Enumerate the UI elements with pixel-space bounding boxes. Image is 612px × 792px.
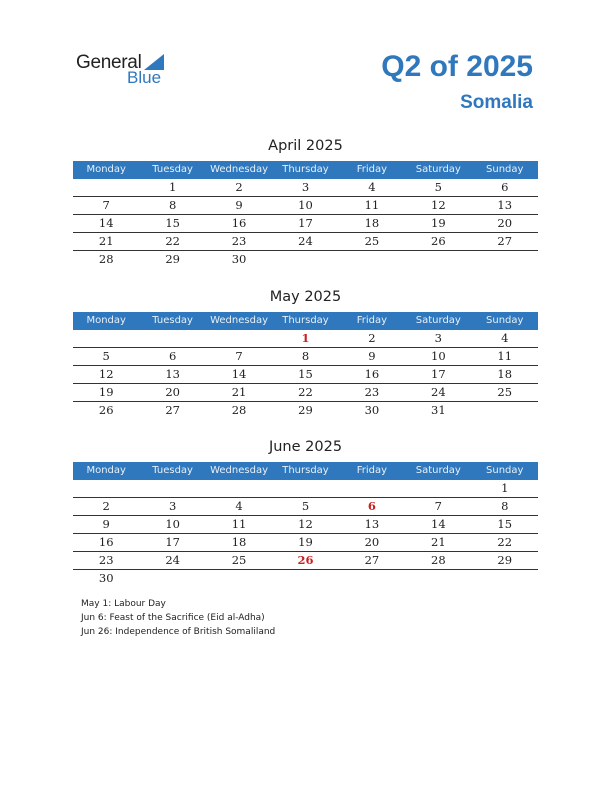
empty-day-cell — [139, 330, 205, 347]
holiday-day-cell: 26 — [297, 553, 314, 567]
day-cell: 24 — [298, 234, 313, 248]
day-cell: 17 — [165, 535, 180, 549]
day-cell: 20 — [497, 216, 513, 230]
weekday-label: Saturday — [415, 465, 461, 476]
day-cell: 3 — [168, 499, 177, 513]
day-cell: 23 — [98, 553, 114, 567]
day-cell: 17 — [298, 216, 313, 230]
day-cell: 5 — [301, 499, 310, 513]
weekday-label: Friday — [356, 164, 388, 175]
day-cell: 14 — [98, 216, 114, 230]
country-name: Somalia — [460, 92, 533, 113]
day-cell: 26 — [98, 403, 114, 417]
week-row — [73, 498, 538, 516]
logo-blue-text: Blue — [127, 68, 162, 87]
weekday-header — [73, 312, 538, 330]
day-cell: 29 — [165, 252, 180, 266]
holiday-note: May 1: Labour Day — [81, 599, 166, 609]
day-cell: 26 — [431, 234, 446, 248]
day-cell: 24 — [431, 385, 446, 399]
week-row — [73, 552, 538, 570]
day-cell: 24 — [165, 553, 180, 567]
day-cell: 10 — [165, 517, 180, 531]
day-cell: 17 — [431, 367, 446, 381]
week-row — [73, 215, 538, 233]
weekday-label: Thursday — [282, 164, 329, 175]
month-june — [73, 437, 538, 587]
day-cell: 29 — [497, 553, 513, 567]
week-row — [73, 402, 538, 419]
holiday-day-cell: 1 — [301, 331, 310, 345]
day-cell: 28 — [231, 403, 247, 417]
empty-day-cell — [405, 251, 471, 268]
day-cell: 30 — [231, 252, 247, 266]
day-cell: 27 — [497, 234, 513, 248]
day-cell: 16 — [364, 367, 380, 381]
day-cell: 27 — [165, 403, 180, 417]
week-row — [73, 233, 538, 251]
month-april — [73, 136, 538, 268]
empty-day-cell — [272, 480, 338, 497]
empty-day-cell — [139, 570, 205, 587]
week-row — [73, 366, 538, 384]
day-cell: 10 — [431, 349, 446, 363]
week-row — [73, 179, 538, 197]
week-row — [73, 516, 538, 534]
weekday-label: Monday — [86, 465, 126, 476]
day-cell: 21 — [231, 385, 247, 399]
day-cell: 15 — [497, 517, 513, 531]
day-cell: 28 — [431, 553, 446, 567]
empty-day-cell — [272, 570, 338, 587]
week-row — [73, 480, 538, 498]
day-cell: 9 — [102, 517, 110, 531]
empty-day-cell — [272, 251, 338, 268]
day-cell: 9 — [235, 198, 243, 212]
day-cell: 10 — [298, 198, 313, 212]
weekday-header — [73, 161, 538, 179]
day-cell: 18 — [497, 367, 513, 381]
empty-day-cell — [405, 480, 471, 497]
day-cell: 8 — [301, 349, 310, 363]
empty-day-cell — [472, 251, 538, 268]
week-row — [73, 330, 538, 348]
holiday-notes — [81, 597, 275, 639]
day-cell: 19 — [431, 216, 446, 230]
weekday-label: Thursday — [282, 315, 329, 326]
day-cell: 14 — [231, 367, 247, 381]
empty-day-cell — [339, 570, 405, 587]
week-row — [73, 534, 538, 552]
day-cell: 4 — [368, 180, 376, 194]
empty-day-cell — [472, 402, 538, 419]
day-cell: 7 — [235, 349, 243, 363]
weekday-label: Monday — [86, 315, 126, 326]
day-cell: 23 — [231, 234, 247, 248]
weekday-label: Tuesday — [152, 164, 193, 175]
empty-day-cell — [73, 330, 139, 347]
day-cell: 12 — [298, 517, 313, 531]
day-cell: 29 — [298, 403, 313, 417]
day-cell: 12 — [98, 367, 114, 381]
page-title: Q2 of 2025 — [381, 50, 533, 83]
weekday-label: Tuesday — [152, 465, 193, 476]
month-title: May 2025 — [269, 289, 342, 305]
empty-day-cell — [139, 480, 205, 497]
day-cell: 2 — [102, 499, 110, 513]
holiday-note: Jun 26: Independence of British Somaliland — [81, 627, 276, 637]
day-cell: 15 — [165, 216, 180, 230]
week-row — [73, 384, 538, 402]
weekday-label: Friday — [356, 315, 388, 326]
weekday-label: Monday — [86, 164, 126, 175]
weekday-header — [73, 462, 538, 480]
weekday-label: Wednesday — [210, 465, 268, 476]
empty-day-cell — [472, 570, 538, 587]
day-cell: 2 — [368, 331, 376, 345]
weekday-label: Saturday — [415, 164, 461, 175]
day-cell: 13 — [497, 198, 513, 212]
empty-day-cell — [206, 480, 272, 497]
day-cell: 19 — [98, 385, 114, 399]
day-cell: 6 — [501, 180, 509, 194]
week-row — [73, 570, 538, 587]
day-cell: 22 — [497, 535, 513, 549]
weekday-label: Sunday — [486, 315, 524, 326]
weekday-label: Friday — [356, 465, 388, 476]
day-cell: 7 — [102, 198, 110, 212]
weekday-label: Wednesday — [210, 315, 268, 326]
day-cell: 27 — [364, 553, 380, 567]
holiday-note: Jun 6: Feast of the Sacrifice (Eid al-Adha) — [81, 613, 265, 623]
day-cell: 12 — [431, 198, 446, 212]
weekday-label: Sunday — [486, 465, 524, 476]
month-title: June 2025 — [268, 439, 343, 455]
day-cell: 21 — [98, 234, 114, 248]
empty-day-cell — [73, 480, 139, 497]
day-cell: 22 — [165, 234, 180, 248]
day-cell: 5 — [434, 180, 442, 194]
day-cell: 8 — [501, 499, 509, 513]
weekday-label: Tuesday — [152, 315, 193, 326]
empty-day-cell — [339, 480, 405, 497]
day-cell: 1 — [501, 481, 509, 495]
day-cell: 7 — [434, 499, 442, 513]
empty-day-cell — [339, 251, 405, 268]
empty-day-cell — [73, 179, 139, 196]
day-cell: 3 — [301, 180, 310, 194]
day-cell: 5 — [102, 349, 110, 363]
day-cell: 20 — [165, 385, 180, 399]
day-cell: 15 — [298, 367, 313, 381]
empty-day-cell — [206, 330, 272, 347]
day-cell: 3 — [434, 331, 442, 345]
day-cell: 11 — [364, 198, 380, 212]
weekday-label: Saturday — [415, 315, 461, 326]
day-cell: 19 — [298, 535, 313, 549]
weekday-label: Sunday — [486, 164, 524, 175]
weekday-label: Thursday — [282, 465, 329, 476]
day-cell: 8 — [168, 198, 177, 212]
day-cell: 13 — [364, 517, 380, 531]
day-cell: 25 — [231, 553, 247, 567]
week-row — [73, 251, 538, 268]
day-cell: 4 — [501, 331, 509, 345]
day-cell: 30 — [98, 571, 114, 585]
empty-day-cell — [206, 570, 272, 587]
month-may — [73, 287, 538, 419]
month-title: April 2025 — [268, 138, 343, 154]
weekday-label: Wednesday — [210, 164, 268, 175]
day-cell: 16 — [98, 535, 114, 549]
day-cell: 2 — [235, 180, 243, 194]
day-cell: 23 — [364, 385, 380, 399]
day-cell: 22 — [298, 385, 313, 399]
holiday-day-cell: 6 — [367, 499, 376, 513]
day-cell: 25 — [364, 234, 380, 248]
day-cell: 6 — [168, 349, 177, 363]
day-cell: 1 — [168, 180, 177, 194]
week-row — [73, 197, 538, 215]
day-cell: 31 — [431, 403, 446, 417]
week-row — [73, 348, 538, 366]
day-cell: 25 — [497, 385, 513, 399]
day-cell: 18 — [364, 216, 380, 230]
empty-day-cell — [405, 570, 471, 587]
day-cell: 11 — [497, 349, 513, 363]
day-cell: 28 — [98, 252, 114, 266]
day-cell: 9 — [368, 349, 376, 363]
day-cell: 11 — [231, 517, 247, 531]
day-cell: 13 — [165, 367, 180, 381]
day-cell: 16 — [231, 216, 247, 230]
day-cell: 14 — [431, 517, 446, 531]
logo-general-text: General — [76, 52, 142, 73]
day-cell: 4 — [235, 499, 243, 513]
day-cell: 21 — [431, 535, 446, 549]
day-cell: 20 — [364, 535, 380, 549]
day-cell: 18 — [231, 535, 247, 549]
day-cell: 30 — [364, 403, 380, 417]
